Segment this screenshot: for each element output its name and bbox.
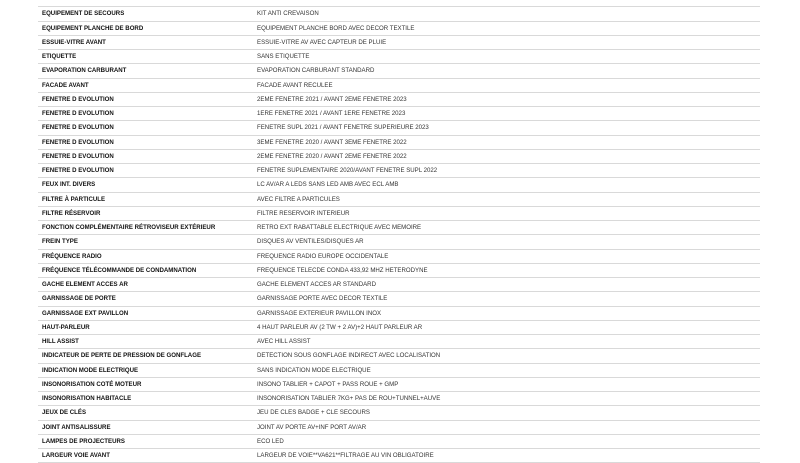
table-row [38, 235, 760, 249]
equipment-table [38, 0, 760, 463]
equipment-value: FREQUENCE RADIO EUROPE OCCIDENTALE [253, 249, 760, 263]
equipment-value: GACHE ELEMENT ACCES AR STANDARD [253, 278, 760, 292]
equipment-label: HILL ASSIST [38, 335, 253, 349]
table-row [38, 78, 760, 92]
equipment-value: DISQUES AV VENTILES/DISQUES AR [253, 235, 760, 249]
table-row [38, 178, 760, 192]
equipment-value: EQUIPEMENT PLANCHE BORD AVEC DECOR TEXTILE [253, 21, 760, 35]
equipment-label [38, 0, 253, 7]
equipment-label: FREIN TYPE [38, 235, 253, 249]
table-row [38, 92, 760, 106]
equipment-label: FRÉQUENCE RADIO [38, 249, 253, 263]
table-row [38, 21, 760, 35]
equipment-label: FENETRE D EVOLUTION [38, 135, 253, 149]
table-row [38, 192, 760, 206]
equipment-label: HAUT-PARLEUR [38, 320, 253, 334]
equipment-value: RETRO EXT RABATTABLE ELECTRIQUE AVEC MEMOIRE [253, 221, 760, 235]
equipment-label: FENETRE D EVOLUTION [38, 149, 253, 163]
equipment-label: FILTRE RÉSERVOIR [38, 206, 253, 220]
table-row [38, 278, 760, 292]
equipment-label: FEUX INT. DIVERS [38, 178, 253, 192]
equipment-value: FACADE AVANT RECULEE [253, 78, 760, 92]
table-row [38, 121, 760, 135]
table-row [38, 292, 760, 306]
table-row [38, 263, 760, 277]
table-row [38, 320, 760, 334]
equipment-label: FACADE AVANT [38, 78, 253, 92]
equipment-label: ETIQUETTE [38, 50, 253, 64]
equipment-value: 2EME FENETRE 2020 / AVANT 2EME FENETRE 2022 [253, 149, 760, 163]
equipment-label: JEUX DE CLÉS [38, 406, 253, 420]
table-row [38, 434, 760, 448]
equipment-table-body [38, 0, 760, 463]
equipment-value: JEU DE CLES BADGE + CLE SECOURS [253, 406, 760, 420]
equipment-value: FREQUENCE TELECDE CONDA 433,92 MHZ HETERODYNE [253, 263, 760, 277]
equipment-value: ESSUIE-VITRE AV AVEC CAPTEUR DE PLUIE [253, 35, 760, 49]
equipment-value: AVEC HILL ASSIST [253, 335, 760, 349]
equipment-label: GARNISSAGE DE PORTE [38, 292, 253, 306]
equipment-label: LARGEUR VOIE AVANT [38, 449, 253, 463]
equipment-label: FENETRE D EVOLUTION [38, 107, 253, 121]
equipment-value: INSONORISATION TABLIER 7KG+ PAS DE ROU+TUNNEL+AUVE [253, 392, 760, 406]
equipment-value: 3EME FENETRE 2020 / AVANT 3EME FENETRE 2022 [253, 135, 760, 149]
table-row [38, 406, 760, 420]
equipment-value [253, 0, 760, 7]
equipment-label: EQUIPEMENT PLANCHE DE BORD [38, 21, 253, 35]
equipment-label: JOINT ANTISALISSURE [38, 420, 253, 434]
equipment-value: 1ERE FENETRE 2021 / AVANT 1ERE FENETRE 2023 [253, 107, 760, 121]
table-row [38, 221, 760, 235]
equipment-label: FILTRE À PARTICULE [38, 192, 253, 206]
table-row [38, 206, 760, 220]
table-row [38, 449, 760, 463]
equipment-value: AVEC FILTRE A PARTICULES [253, 192, 760, 206]
table-row [38, 149, 760, 163]
equipment-value: GARNISSAGE PORTE AVEC DECOR TEXTILE [253, 292, 760, 306]
equipment-label: EVAPORATION CARBURANT [38, 64, 253, 78]
equipment-label: EQUIPEMENT DE SECOURS [38, 7, 253, 21]
table-row [38, 64, 760, 78]
equipment-spec-sheet [38, 0, 760, 463]
table-row [38, 135, 760, 149]
table-row [38, 7, 760, 21]
equipment-value: LC AV/AR A LEDS SANS LED AMB AVEC ECL AMB [253, 178, 760, 192]
equipment-value: ECO LED [253, 434, 760, 448]
equipment-value: FILTRE RESERVOIR INTERIEUR [253, 206, 760, 220]
equipment-label: INDICATEUR DE PERTE DE PRESSION DE GONFLAGE [38, 349, 253, 363]
table-row [38, 377, 760, 391]
equipment-value: GARNISSAGE EXTERIEUR PAVILLON INOX [253, 306, 760, 320]
equipment-value: DETECTION SOUS GONFLAGE INDIRECT AVEC LOCALISATION [253, 349, 760, 363]
equipment-value: KIT ANTI CREVAISON [253, 7, 760, 21]
equipment-value: EVAPORATION CARBURANT STANDARD [253, 64, 760, 78]
table-row [38, 107, 760, 121]
equipment-label: GARNISSAGE EXT PAVILLON [38, 306, 253, 320]
equipment-label: GACHE ELEMENT ACCES AR [38, 278, 253, 292]
equipment-label: ESSUIE-VITRE AVANT [38, 35, 253, 49]
equipment-value: SANS ETIQUETTE [253, 50, 760, 64]
equipment-label: FRÉQUENCE TÉLÉCOMMANDE DE CONDAMNATION [38, 263, 253, 277]
table-row [38, 335, 760, 349]
table-row [38, 349, 760, 363]
equipment-label: INSONORISATION COTÉ MOTEUR [38, 377, 253, 391]
table-row [38, 164, 760, 178]
table-row [38, 50, 760, 64]
equipment-value: JOINT AV PORTE AV+INF PORT AV/AR [253, 420, 760, 434]
equipment-label: LAMPES DE PROJECTEURS [38, 434, 253, 448]
table-row [38, 35, 760, 49]
table-row [38, 392, 760, 406]
equipment-value: 2EME FENETRE 2021 / AVANT 2EME FENETRE 2023 [253, 92, 760, 106]
equipment-label: FENETRE D EVOLUTION [38, 121, 253, 135]
equipment-value: 4 HAUT PARLEUR AV (2 TW + 2 AV)+2 HAUT PARLEUR AR [253, 320, 760, 334]
equipment-value: FENETRE SUPL 2021 / AVANT FENETRE SUPERIEURE 2023 [253, 121, 760, 135]
equipment-label: FENETRE D EVOLUTION [38, 164, 253, 178]
table-row [38, 249, 760, 263]
equipment-value: LARGEUR DE VOIE**VA621**FILTRAGE AU VIN OBLIGATOIRE [253, 449, 760, 463]
equipment-label: FENETRE D EVOLUTION [38, 92, 253, 106]
table-row [38, 0, 760, 7]
table-row [38, 363, 760, 377]
equipment-value: INSONO TABLIER + CAPOT + PASS ROUE + GMP [253, 377, 760, 391]
equipment-label: INDICATION MODE ELECTRIQUE [38, 363, 253, 377]
equipment-value: FENETRE SUPLEMENTAIRE 2020/AVANT FENETRE SUPL 2022 [253, 164, 760, 178]
table-row [38, 420, 760, 434]
equipment-label: FONCTION COMPLÉMENTAIRE RÉTROVISEUR EXTÉRIEUR [38, 221, 253, 235]
equipment-label: INSONORISATION HABITACLE [38, 392, 253, 406]
equipment-value: SANS INDICATION MODE ELECTRIQUE [253, 363, 760, 377]
table-row [38, 306, 760, 320]
